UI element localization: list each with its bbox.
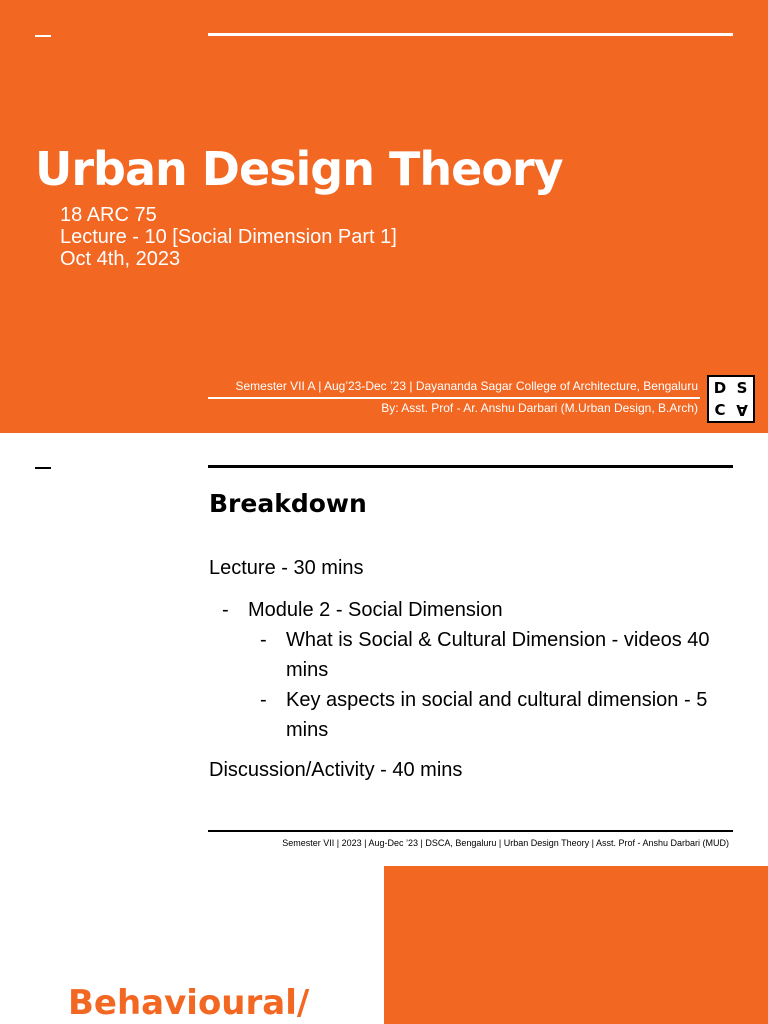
logo-letter: S	[736, 379, 748, 397]
list-item	[222, 595, 742, 745]
lecture-title: Lecture - 10 [Social Dimension Part 1]	[60, 226, 397, 248]
sub-list	[248, 625, 742, 745]
breakdown-slide	[0, 433, 768, 865]
title-slide	[0, 0, 768, 433]
footer-rule	[208, 397, 700, 399]
slide-heading: Behavioural/	[68, 983, 310, 1023]
list-item: - Key aspects in social and cultural dimension - 5 mins	[260, 685, 742, 745]
logo-letter: A	[736, 401, 748, 419]
discussion-duration: Discussion/Activity - 40 mins	[209, 759, 463, 781]
dsca-logo	[707, 375, 755, 423]
slide-marker-dash	[35, 467, 51, 469]
slide-heading: Breakdown	[209, 489, 367, 518]
slide-marker-dash	[35, 35, 51, 37]
accent-block	[384, 866, 768, 1024]
agenda-list	[222, 595, 742, 745]
course-code: 18 ARC 75	[60, 204, 157, 226]
slide-footer: Semester VII | 2023 | Aug-Dec ’23 | DSCA, Bengaluru | Urban Design Theory | Asst. Prof - Anshu Darbari (MUD)	[282, 838, 729, 848]
presentation-title: Urban Design Theory	[35, 142, 563, 196]
lecture-duration: Lecture - 30 mins	[209, 557, 364, 579]
author-footer: By: Asst. Prof - Ar. Anshu Darbari (M.Urban Design, B.Arch)	[381, 401, 698, 415]
module-label: Module 2 - Social Dimension	[248, 599, 503, 621]
logo-letter: D	[713, 379, 727, 397]
behavioural-slide	[0, 865, 768, 1024]
logo-letter: C	[714, 401, 726, 419]
lecture-date: Oct 4th, 2023	[60, 248, 181, 270]
semester-footer: Semester VII A | Aug’23-Dec ’23 | Dayananda Sagar College of Architecture, Bengaluru	[235, 379, 698, 393]
top-rule	[208, 33, 733, 36]
top-rule	[208, 465, 733, 468]
footer-rule	[208, 830, 733, 832]
list-item: - What is Social & Cultural Dimension - videos 40 mins	[260, 625, 742, 685]
